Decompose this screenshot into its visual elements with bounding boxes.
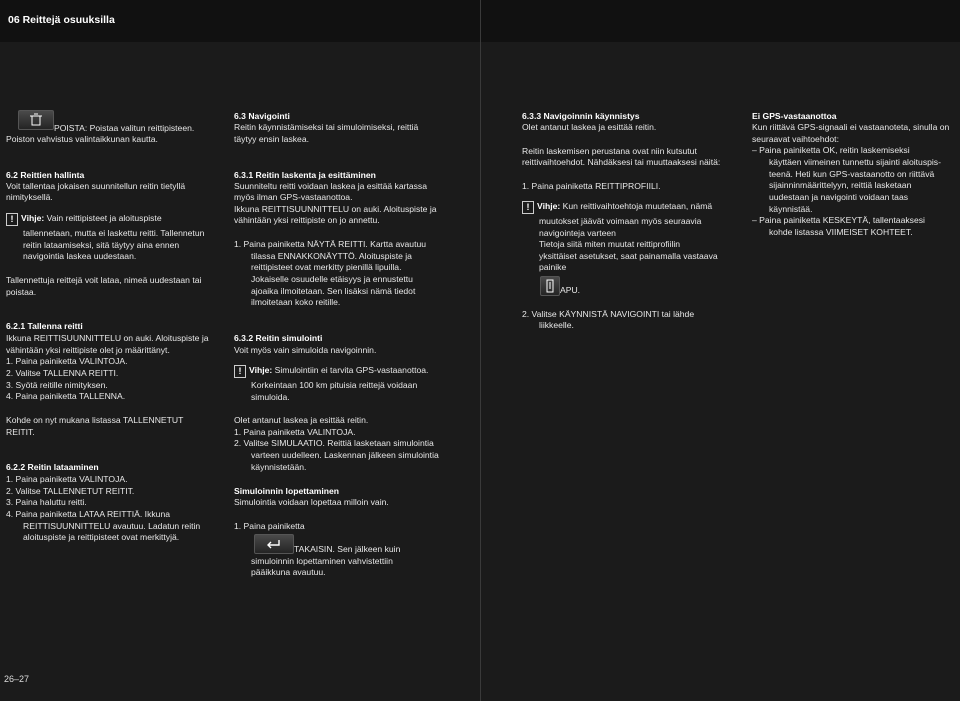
step: 3. Paina haluttu reitti. xyxy=(6,497,87,507)
step: tilassa ENNAKKONÄYTTÖ. Aloituspiste ja xyxy=(251,251,412,261)
step: 1. Paina painiketta NÄYTÄ REITTI. Kartta avautuu xyxy=(234,239,427,249)
step: 2. Valitse TALLENNETUT REITIT. xyxy=(6,486,135,496)
section-6-3-1-heading: 6.3.1 Reitin laskenta ja esittäminen xyxy=(234,170,376,180)
text-line: Ikkuna REITTISUUNNITTELU on auki. Aloituspiste ja xyxy=(6,333,209,343)
tip-text: Vain reittipisteet ja aloituspiste xyxy=(44,213,162,223)
option: käyttäen viimeinen tunnettu sijainti aloituspis- xyxy=(769,157,941,167)
exclamation-icon: ! xyxy=(6,213,18,226)
step: 1. Paina painiketta VALINTOJA. xyxy=(234,427,356,437)
step: 2. Valitse KÄYNNISTÄ NAVIGOINTI tai lähde xyxy=(522,309,695,319)
text-line: simuloinnin lopettaminen vahvistettiin xyxy=(251,556,393,566)
step: varteen uudelleen. Laskennan jälkeen simulointia xyxy=(251,450,439,460)
tip-label: Vihje: xyxy=(249,365,273,375)
step: liikkeelle. xyxy=(539,320,574,330)
no-gps-heading: Ei GPS-vastaanottoa xyxy=(752,111,837,121)
page-number: 26–27 xyxy=(4,674,30,684)
option: – Paina painiketta KESKEYTÄ, tallentaaksesi xyxy=(752,215,925,225)
section-6-3-heading: 6.3 Navigointi xyxy=(234,111,290,121)
tip-text: Kun reittivaihtoehtoja muutetaan, nämä xyxy=(560,201,713,211)
text-line: yksittäiset asetukset, saat painamalla vastaava xyxy=(539,251,718,261)
chapter-title: 06 Reittejä osuuksilla xyxy=(8,14,115,26)
tip-label: Vihje: xyxy=(21,213,45,223)
text-line: seuraavat vaihtoehdot: xyxy=(752,134,839,144)
tip-2 xyxy=(234,365,428,378)
section-6-3-3-heading: 6.3.3 Navigoinnin käynnistys xyxy=(522,111,640,121)
text-line: Voit tallentaa jokaisen suunnitellun reitin tietyllä xyxy=(6,181,186,191)
text-line: Simulointia voidaan lopettaa milloin vain. xyxy=(234,497,389,507)
text-line: tallennetaan, mutta ei laskettu reitti. Tallennetun xyxy=(23,228,205,238)
text-line: Korkeintaan 100 km pituisia reittejä voidaan xyxy=(251,380,418,390)
option: – Paina painiketta OK, reitin laskemiseksi xyxy=(752,145,910,155)
step: 3. Syötä reitille nimityksen. xyxy=(6,380,108,390)
step: ajoaika ilmoitetaan. Sen lisäksi nämä tiedot xyxy=(251,286,416,296)
step: reittipisteet ovat merkitty pienillä lipuilla. xyxy=(251,262,402,272)
step: 2. Valitse TALLENNA REITTI. xyxy=(6,368,119,378)
step: 1. Paina painiketta REITTIPROFIILI. xyxy=(522,181,661,191)
option: käynnistää. xyxy=(769,204,813,214)
help-icon xyxy=(541,277,559,295)
step: ilmoitetaan koko reitille. xyxy=(251,297,341,307)
step: 4. Paina painiketta TALLENNA. xyxy=(6,391,126,401)
option: kohde listassa VIIMEISET KOHTEET. xyxy=(769,227,913,237)
simulation-end-heading: Simuloinnin lopettaminen xyxy=(234,486,340,496)
back-arrow-icon xyxy=(255,535,293,553)
tip-text: Simulointiin ei tarvita GPS-vastaanottoa. xyxy=(272,365,429,375)
step: Jokaiselle osuudelle etäisyys ja ennustettu xyxy=(251,274,413,284)
apu-label: APU. xyxy=(560,285,581,295)
section-6-3-2-heading: 6.3.2 Reitin simulointi xyxy=(234,333,323,343)
text-line: Tietoja siitä miten muutat reittiprofiilin xyxy=(539,239,681,249)
step: 4. Paina painiketta LATAA REITTIÄ. Ikkuna xyxy=(6,509,170,519)
text-line: TAKAISIN. Sen jälkeen kuin xyxy=(294,544,401,554)
text-line: Tallennettuja reittejä voit lataa, nimeä uudestaan tai xyxy=(6,275,202,285)
trash-icon xyxy=(19,111,53,129)
section-6-2-1-heading: 6.2.1 Tallenna reitti xyxy=(6,321,83,331)
text-line: täytyy ensin laskea. xyxy=(234,134,309,144)
poista-text-2: Poiston vahvistus valintaikkunan kautta. xyxy=(6,134,158,144)
text-line: Kun riittävä GPS-signaali ei vastaanoteta, sinulla on xyxy=(752,122,950,132)
text-line: navigointia laskea uudestaan. xyxy=(23,251,137,261)
step: aloituspiste ja reittipisteet ovat merkittyjä. xyxy=(23,532,180,542)
step: käynnistetään. xyxy=(251,462,307,472)
text-line: reitin lataamiseksi, sitä täytyy aina ennen xyxy=(23,240,180,250)
text-line: vähintään yksi reittipiste olet jo määrittänyt. xyxy=(6,345,170,355)
text-line: navigointeja varteen xyxy=(539,228,616,238)
exclamation-icon: ! xyxy=(522,201,534,214)
text-line: Olet antanut laskea ja esittää reitin. xyxy=(234,415,369,425)
text-line: reittivaihtoehdot. Nähdäksesi tai muuttaaksesi näitä: xyxy=(522,157,721,167)
step: REITTISUUNNITTELU avautuu. Ladatun reitin xyxy=(23,521,201,531)
column-divider xyxy=(480,0,481,701)
text-line: painike xyxy=(539,262,567,272)
exclamation-icon: ! xyxy=(234,365,246,378)
text-line: pääikkuna avautuu. xyxy=(251,567,326,577)
option: teenä. Heti kun GPS-vastaanotto on riittävä xyxy=(769,169,935,179)
section-6-2-2-heading: 6.2.2 Reitin lataaminen xyxy=(6,462,99,472)
text-line: nimityksellä. xyxy=(6,192,53,202)
back-button[interactable] xyxy=(254,534,294,554)
text-line: simuloida. xyxy=(251,392,290,402)
text-line: Voit myös vain simuloida navigoinnin. xyxy=(234,345,377,355)
option: sijainninmäärittelyyn, reittiä lasketaan xyxy=(769,180,912,190)
text-line: Olet antanut laskea ja esittää reitin. xyxy=(522,122,657,132)
section-6-2-heading: 6.2 Reittien hallinta xyxy=(6,170,85,180)
help-button[interactable] xyxy=(540,276,560,296)
text-line: Reitin laskemisen perustana ovat niin kutsutut xyxy=(522,146,697,156)
step: 1. Paina painiketta xyxy=(234,521,305,531)
step: 1. Paina painiketta VALINTOJA. xyxy=(6,474,128,484)
step: 1. Paina painiketta VALINTOJA. xyxy=(6,356,128,366)
text-line: myös ilman GPS-vastaanottoa. xyxy=(234,192,353,202)
tip-label: Vihje: xyxy=(537,201,561,211)
text-line: vähintään yksi reittipiste on jo annettu. xyxy=(234,215,380,225)
text-line: poistaa. xyxy=(6,287,37,297)
text-line: Suunniteltu reitti voidaan laskea ja esittää kartassa xyxy=(234,181,427,191)
poista-text: POISTA: Poistaa valitun reittipisteen. xyxy=(54,123,195,133)
text-line: muutokset jäävät voimaan myös seuraavia xyxy=(539,216,702,226)
trash-button[interactable] xyxy=(18,110,54,130)
text-line: REITIT. xyxy=(6,427,35,437)
text-line: Kohde on nyt mukana listassa TALLENNETUT xyxy=(6,415,184,425)
step: 2. Valitse SIMULAATIO. Reittiä lasketaan simulointia xyxy=(234,438,434,448)
option: uudestaan ja navigointi voidaan taas xyxy=(769,192,909,202)
tip-1 xyxy=(6,213,162,226)
text-line: Reitin käynnistämiseksi tai simuloimiseksi, reittiä xyxy=(234,122,419,132)
text-line: Ikkuna REITTISUUNNITTELU on auki. Aloituspiste ja xyxy=(234,204,437,214)
tip-3 xyxy=(522,201,712,214)
